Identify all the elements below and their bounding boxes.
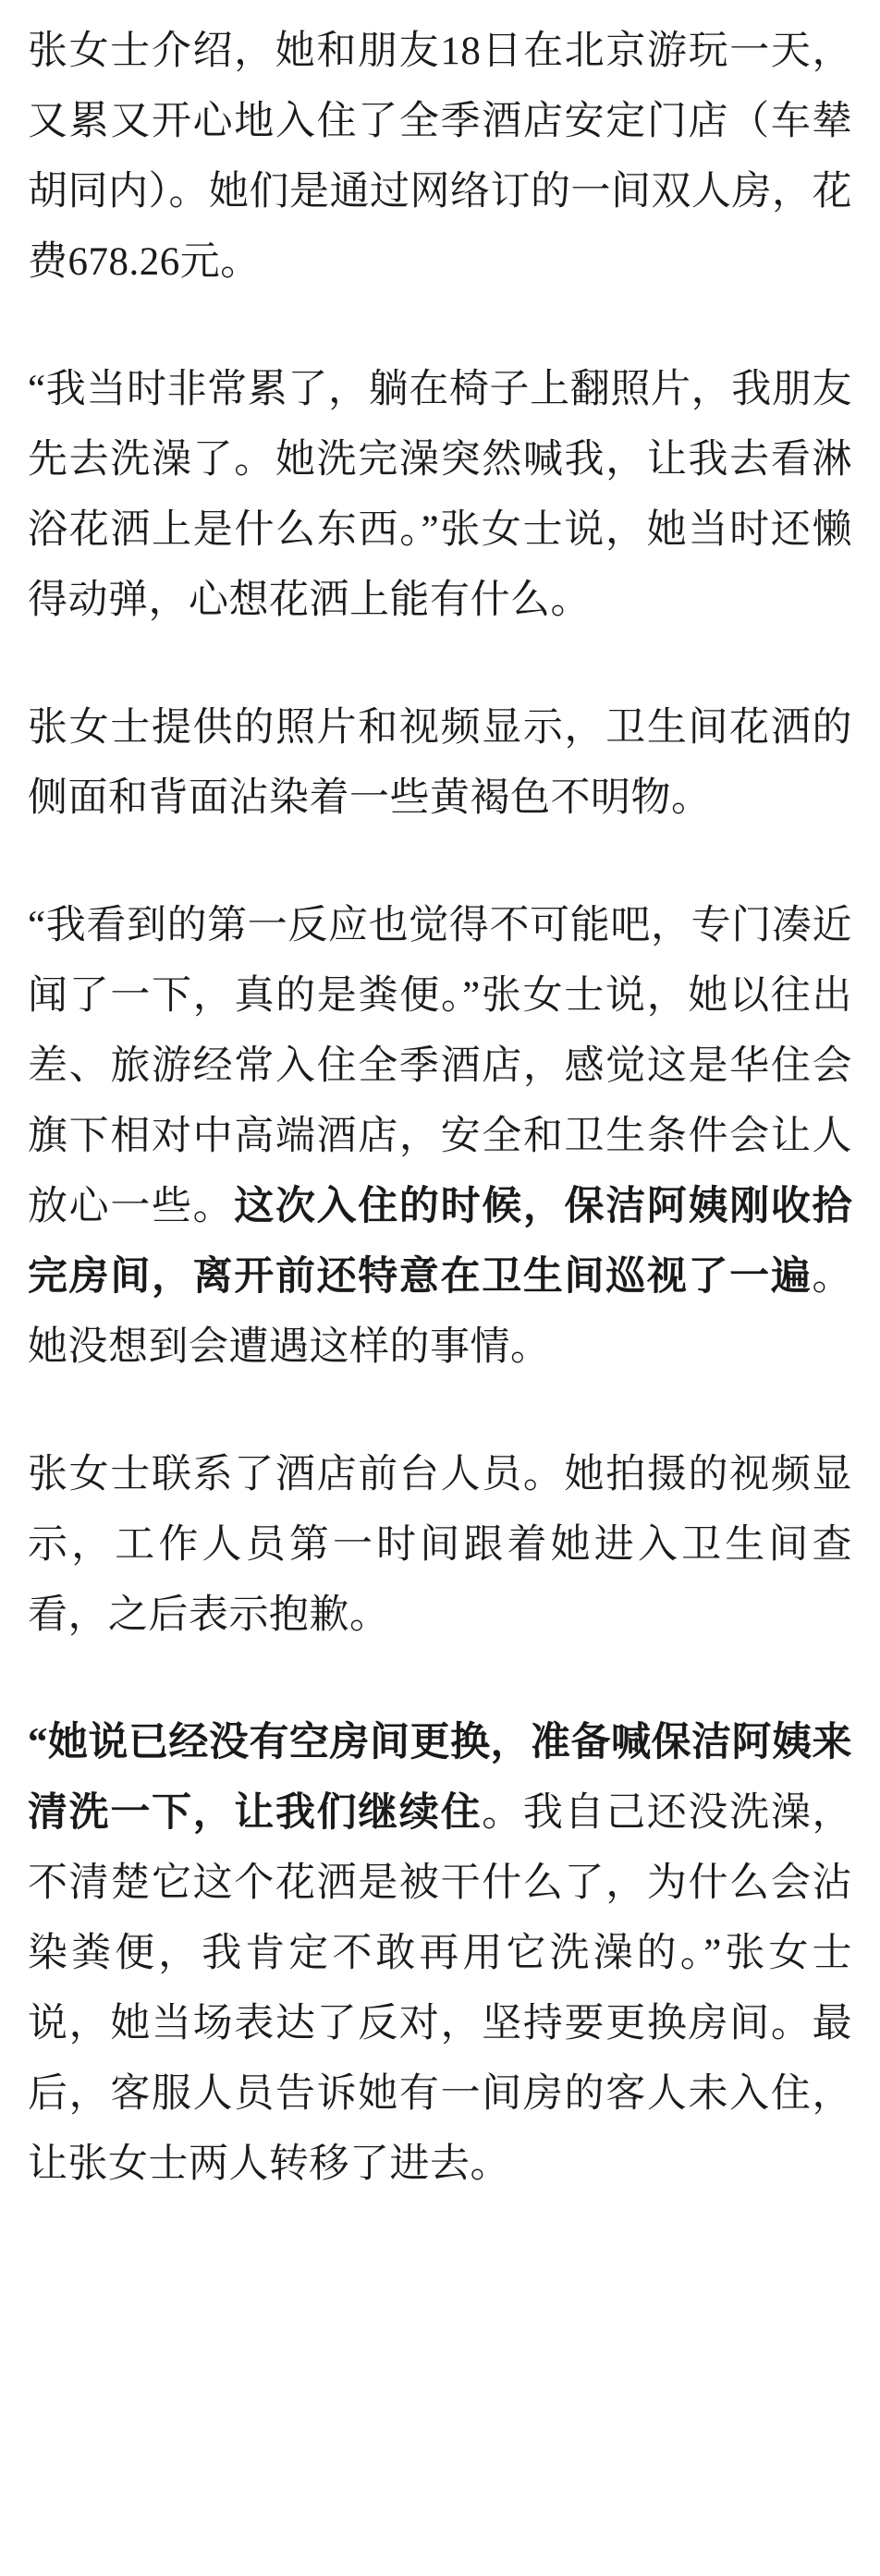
text-run: “我当时非常累了，躺在椅子上翻照片，我朋友先去洗澡了。她洗完澡突然喊我，让我去看淋浴花洒上是什么东西。”张女士说，她当时还懒得动弹，心想花洒上能有什么。	[28, 368, 852, 622]
text-run: 张女士联系了酒店前台人员。她拍摄的视频显示，工作人员第一时间跟着她进入卫生间查看，之后表示抱歉。	[28, 1453, 852, 1637]
text-run: “我看到的第一反应也觉得不可能吧，专门凑近闻了一下，真的是粪便。”张女士说，她以往出差、旅游经常入住全季酒店，感觉这是华住会旗下相对中高端酒店，安全和卫生条件会让人放心一些。	[28, 904, 852, 1228]
paragraph-intro	[28, 17, 852, 298]
text-run-bold: 这次入住的时候，保洁阿姨刚收拾完房间，离开前还特意在卫生间巡视了一遍	[28, 1185, 853, 1299]
paragraph-contact-frontdesk	[28, 1440, 852, 1651]
text-run: 。我自己还没洗澡，不清楚它这个花洒是被干什么了，为什么会沾染粪便，我肯定不敢再用它洗澡的。”张女士说，她当场表达了反对，坚持要更换房间。最后，客服人员告诉她有一间房的客人未入住，让张女士两人转移了进去。	[28, 1791, 853, 2186]
paragraph-quote-tired	[28, 355, 852, 636]
text-run-bold: “她说已经没有空房间更换，准备喊保洁阿姨来清洗一下，让我们继续住	[28, 1721, 852, 1835]
paragraph-photo-evidence	[28, 693, 852, 834]
text-run: 张女士提供的照片和视频显示，卫生间花洒的侧面和背面沾染着一些黄褐色不明物。	[28, 706, 852, 820]
paragraph-quote-no-room	[28, 1708, 852, 2200]
text-run: 。她没想到会遭遇这样的事情。	[28, 1255, 852, 1369]
paragraph-quote-smell	[28, 891, 852, 1383]
text-run: 张女士介绍，她和朋友18日在北京游玩一天，又累又开心地入住了全季酒店安定门店（车辇胡同内）。她们是通过网络订的一间双人房，花费678.26元。	[28, 30, 852, 284]
